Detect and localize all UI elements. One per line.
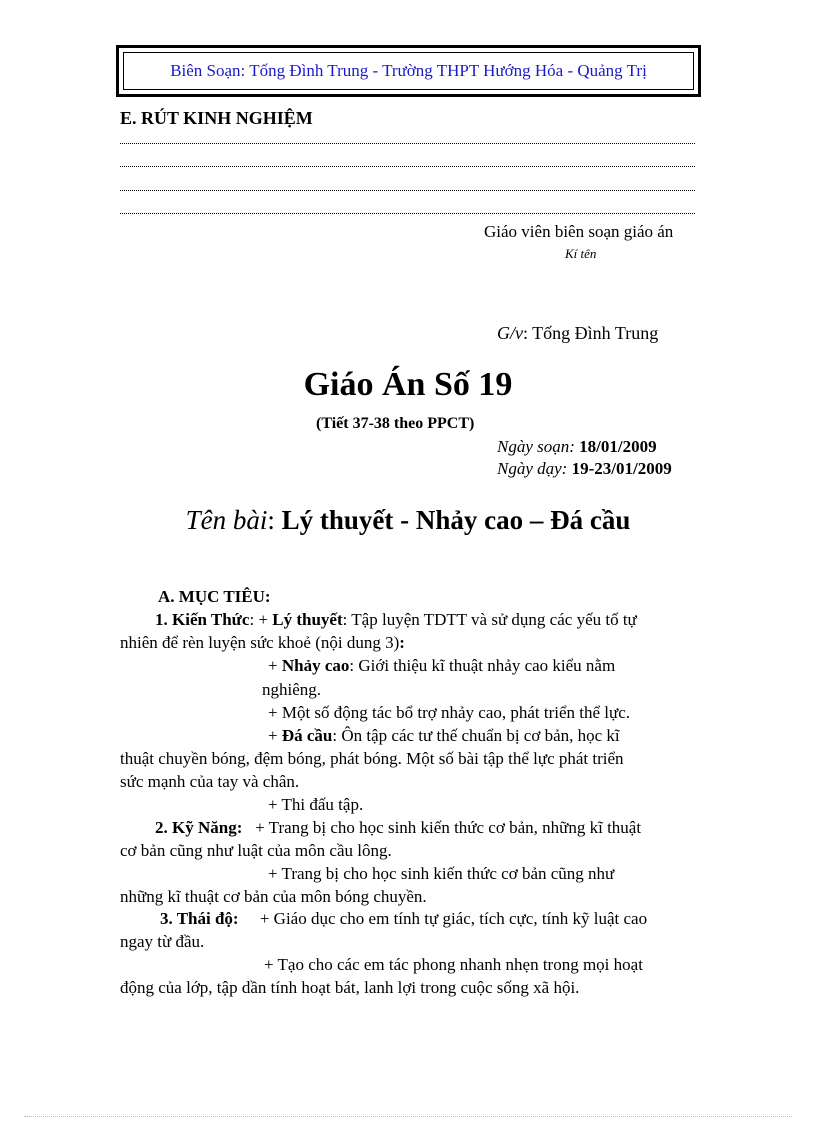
high-jump-text-2: nghiêng. — [262, 680, 322, 699]
objectives-heading: A. MỤC TIÊU: — [158, 587, 271, 606]
dotted-line — [120, 190, 695, 191]
attitude-text-3: + Tạo cho các em tác phong nhanh nhẹn trong mọi hoạt — [264, 955, 643, 974]
knowledge-line-2 — [120, 633, 405, 653]
header-banner-frame — [116, 45, 701, 97]
teacher-prefix: G/v — [497, 323, 523, 343]
attitude-text-2: ngay từ đầu. — [120, 932, 205, 951]
period-info: (Tiết 37-38 theo PPCT) — [316, 415, 475, 432]
theory-end: : — [399, 633, 405, 652]
prep-date-label: Ngày soạn: — [497, 437, 580, 456]
high-jump-label: Nhảy cao — [281, 656, 350, 675]
attitude-text-4: động của lớp, tập dần tính hoạt bát, lanh lợi trong cuộc sống xã hội. — [120, 978, 580, 997]
skills-label: 2. Kỹ Năng: — [155, 818, 243, 837]
page-title: Giáo Án Số 19 — [303, 366, 513, 403]
shuttlecock-label: Đá cầu — [281, 726, 333, 745]
theory-label: Lý thuyết — [272, 610, 343, 629]
theory-text-1: : Tập luyện TDTT và sử dụng các yếu tố tự — [342, 610, 637, 629]
dotted-line — [120, 166, 695, 167]
knowledge-colon: : + — [249, 610, 273, 629]
shuttlecock-plus: + — [268, 726, 282, 745]
high-jump-line-1 — [268, 656, 615, 676]
dotted-line — [120, 143, 695, 144]
shuttlecock-text-2: thuật chuyền bóng, đệm bóng, phát bóng. Một số bài tập thể lực phát triển — [120, 749, 624, 768]
skills-text-1: + Trang bị cho học sinh kiến thức cơ bản, những kĩ thuật — [255, 818, 642, 837]
support-exercises: + Một số động tác bổ trợ nhảy cao, phát triển thể lực. — [268, 703, 631, 722]
knowledge-line-1 — [155, 610, 637, 630]
skills-text-2: cơ bản cũng như luật của môn cầu lông. — [120, 841, 392, 860]
teach-date-label: Ngày dạy: — [497, 459, 572, 478]
signature-note: Kí tên — [565, 246, 597, 261]
lesson-name: Lý thuyết - Nhảy cao – Đá cầu — [281, 505, 631, 535]
page-bottom-rule — [24, 1116, 792, 1117]
teach-date-value: 19-23/01/2009 — [571, 459, 672, 478]
shuttlecock-text-1: : Ôn tập các tư thế chuẩn bị cơ bản, học kĩ — [332, 726, 620, 745]
shuttlecock-text-3: sức mạnh của tay và chân. — [120, 772, 300, 791]
signature-title: Giáo viên biên soạn giáo án — [484, 222, 674, 241]
lesson-label: Tên bài — [185, 505, 268, 535]
dotted-line — [120, 213, 695, 214]
review-heading: E. RÚT KINH NGHIỆM — [120, 108, 313, 128]
knowledge-label: 1. Kiến Thức — [155, 610, 250, 629]
high-jump-plus: + — [268, 656, 282, 675]
prep-date-line — [497, 437, 657, 457]
teach-date-line — [497, 459, 672, 479]
shuttlecock-line-1 — [268, 726, 620, 746]
skills-text-3: + Trang bị cho học sinh kiến thức cơ bản cũng như — [268, 864, 615, 883]
teacher-name: : Tống Đình Trung — [523, 323, 659, 343]
attitude-line-1 — [160, 909, 647, 929]
theory-text-2: nhiên để rèn luyện sức khoẻ (nội dung 3) — [120, 633, 400, 652]
attitude-label: 3. Thái độ: — [160, 909, 239, 928]
header-banner-text: Biên Soạn: Tống Đình Trung - Trường THPT Hướng Hóa - Quảng Trị — [123, 52, 694, 90]
attitude-text-1: + Giáo dục cho em tính tự giác, tích cực, tính kỹ luật cao — [259, 909, 648, 928]
teacher-line — [497, 323, 658, 344]
competition-practice: + Thi đấu tập. — [268, 795, 364, 814]
high-jump-text-1: : Giới thiệu kĩ thuật nhảy cao kiểu nằm — [349, 656, 616, 675]
lesson-title — [0, 505, 816, 536]
prep-date-value: 18/01/2009 — [579, 437, 657, 456]
skills-text-4: những kĩ thuật cơ bản của môn bóng chuyền. — [120, 887, 427, 906]
lesson-sep: : — [267, 505, 282, 535]
skills-line-1 — [155, 818, 641, 838]
